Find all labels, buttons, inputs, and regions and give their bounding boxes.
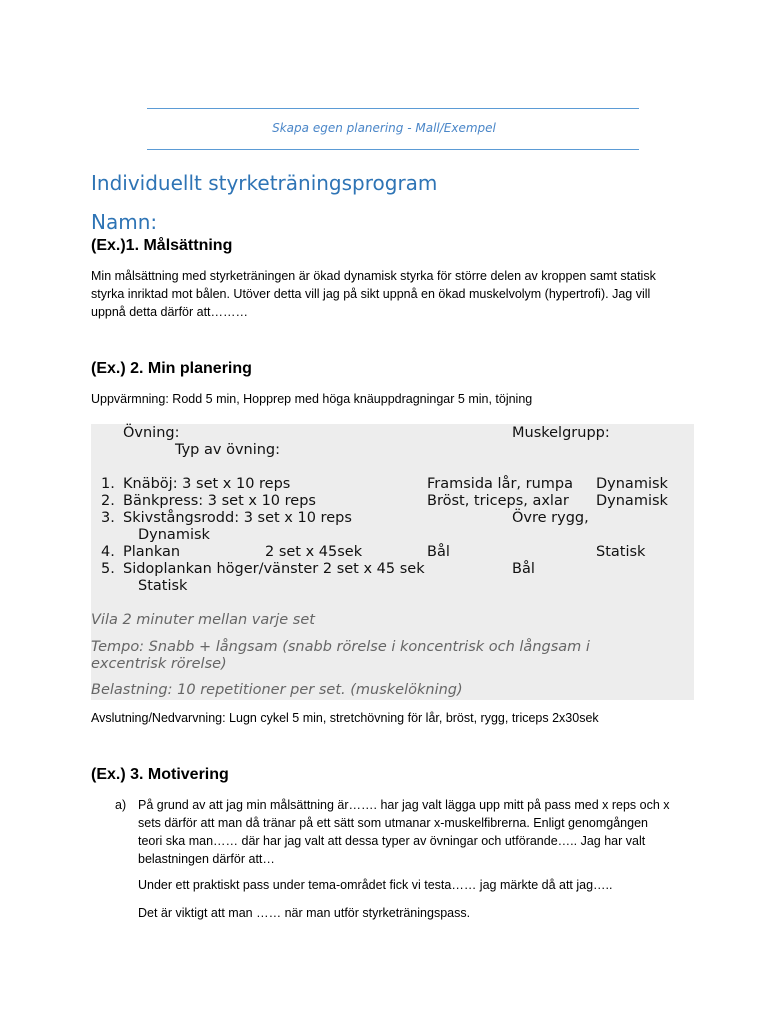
exercise-5-name: Sidoplankan höger/vänster 2 set x 45 sek [123, 561, 425, 577]
section1-line-2: styrka inriktad mot bålen. Utöver detta vill jag på sikt uppnå en ökad muskelvolym (hypertrofi). Jag vill [91, 287, 651, 301]
exercise-4-type: Statisk [596, 544, 646, 560]
exercise-3-type: Dynamisk [138, 527, 210, 543]
exercise-2-muscle: Bröst, triceps, axlar [427, 493, 569, 509]
motivation-line-1: På grund av att jag min målsättning är……. har jag valt lägga upp mitt på pass med x reps och x [138, 798, 670, 812]
header-type: Typ av övning: [175, 442, 281, 458]
exercise-3-num: 3. [101, 510, 115, 526]
exercise-5-type: Statisk [138, 578, 188, 594]
exercise-2-name: Bänkpress: 3 set x 10 reps [123, 493, 316, 509]
header-exercise: Övning: [123, 425, 180, 441]
warmup-text: Uppvärmning: Rodd 5 min, Hopprep med höga knäuppdragningar 5 min, töjning [91, 392, 533, 406]
header-muscle: Muskelgrupp: [512, 425, 610, 441]
section3-heading: (Ex.) 3. Motivering [91, 766, 229, 783]
rest-note: Vila 2 minuter mellan varje set [91, 612, 315, 628]
header-top-rule [147, 108, 639, 109]
exercise-1-muscle: Framsida lår, rumpa [427, 476, 573, 492]
tempo-note-line-2: excentrisk rörelse) [91, 656, 227, 672]
exercise-4-muscle: Bål [427, 544, 450, 560]
load-note: Belastning: 10 repetitioner per set. (muskelökning) [91, 682, 463, 698]
exercise-5-num: 5. [101, 561, 115, 577]
exercise-1-type: Dynamisk [596, 476, 668, 492]
list-marker-a: a) [115, 798, 127, 812]
motivation-paragraph-3: Det är viktigt att man …… när man utför styrketräningspass. [138, 906, 471, 920]
motivation-line-3: teori ska man…… där har jag valt att dessa typer av övningar och utförande….. Jag har valt [138, 834, 646, 848]
exercise-4-name: Plankan [123, 544, 181, 560]
exercise-2-type: Dynamisk [596, 493, 668, 509]
exercise-1-name: Knäböj: 3 set x 10 reps [123, 476, 291, 492]
exercise-1-num: 1. [101, 476, 115, 492]
motivation-line-2: sets därför att man då tränar på ett sätt som utmanar x-muskelfibrerna. Enligt genomgången [138, 816, 648, 830]
exercise-2-num: 2. [101, 493, 115, 509]
motivation-paragraph-2: Under ett praktiskt pass under tema-området fick vi testa…… jag märkte då att jag….. [138, 878, 613, 892]
section1-line-3: uppnå detta därför att……… [91, 305, 249, 319]
exercise-3-name: Skivstångsrodd: 3 set x 10 reps [123, 510, 352, 526]
tempo-note-line-1: Tempo: Snabb + långsam (snabb rörelse i koncentrisk och långsam i [91, 639, 590, 655]
document-title: Individuellt styrketräningsprogram [91, 171, 438, 195]
cooldown-text: Avslutning/Nedvarvning: Lugn cykel 5 min, stretchövning för lår, bröst, rygg, triceps 2x30sek [91, 711, 599, 725]
section2-heading: (Ex.) 2. Min planering [91, 360, 252, 377]
exercise-4-num: 4. [101, 544, 115, 560]
section1-line-1: Min målsättning med styrketräningen är ökad dynamisk styrka för större delen av kroppen samt statisk [91, 269, 656, 283]
name-label: Namn: [91, 210, 158, 234]
exercise-5-muscle: Bål [512, 561, 535, 577]
motivation-line-4: belastningen därför att… [138, 852, 275, 866]
page-header: Skapa egen planering - Mall/Exempel [272, 121, 496, 135]
exercise-4-sets: 2 set x 45sek [265, 544, 363, 560]
section1-heading: (Ex.)1. Målsättning [91, 237, 233, 254]
header-bottom-rule [147, 149, 639, 150]
exercise-3-muscle: Övre rygg, [512, 510, 589, 526]
